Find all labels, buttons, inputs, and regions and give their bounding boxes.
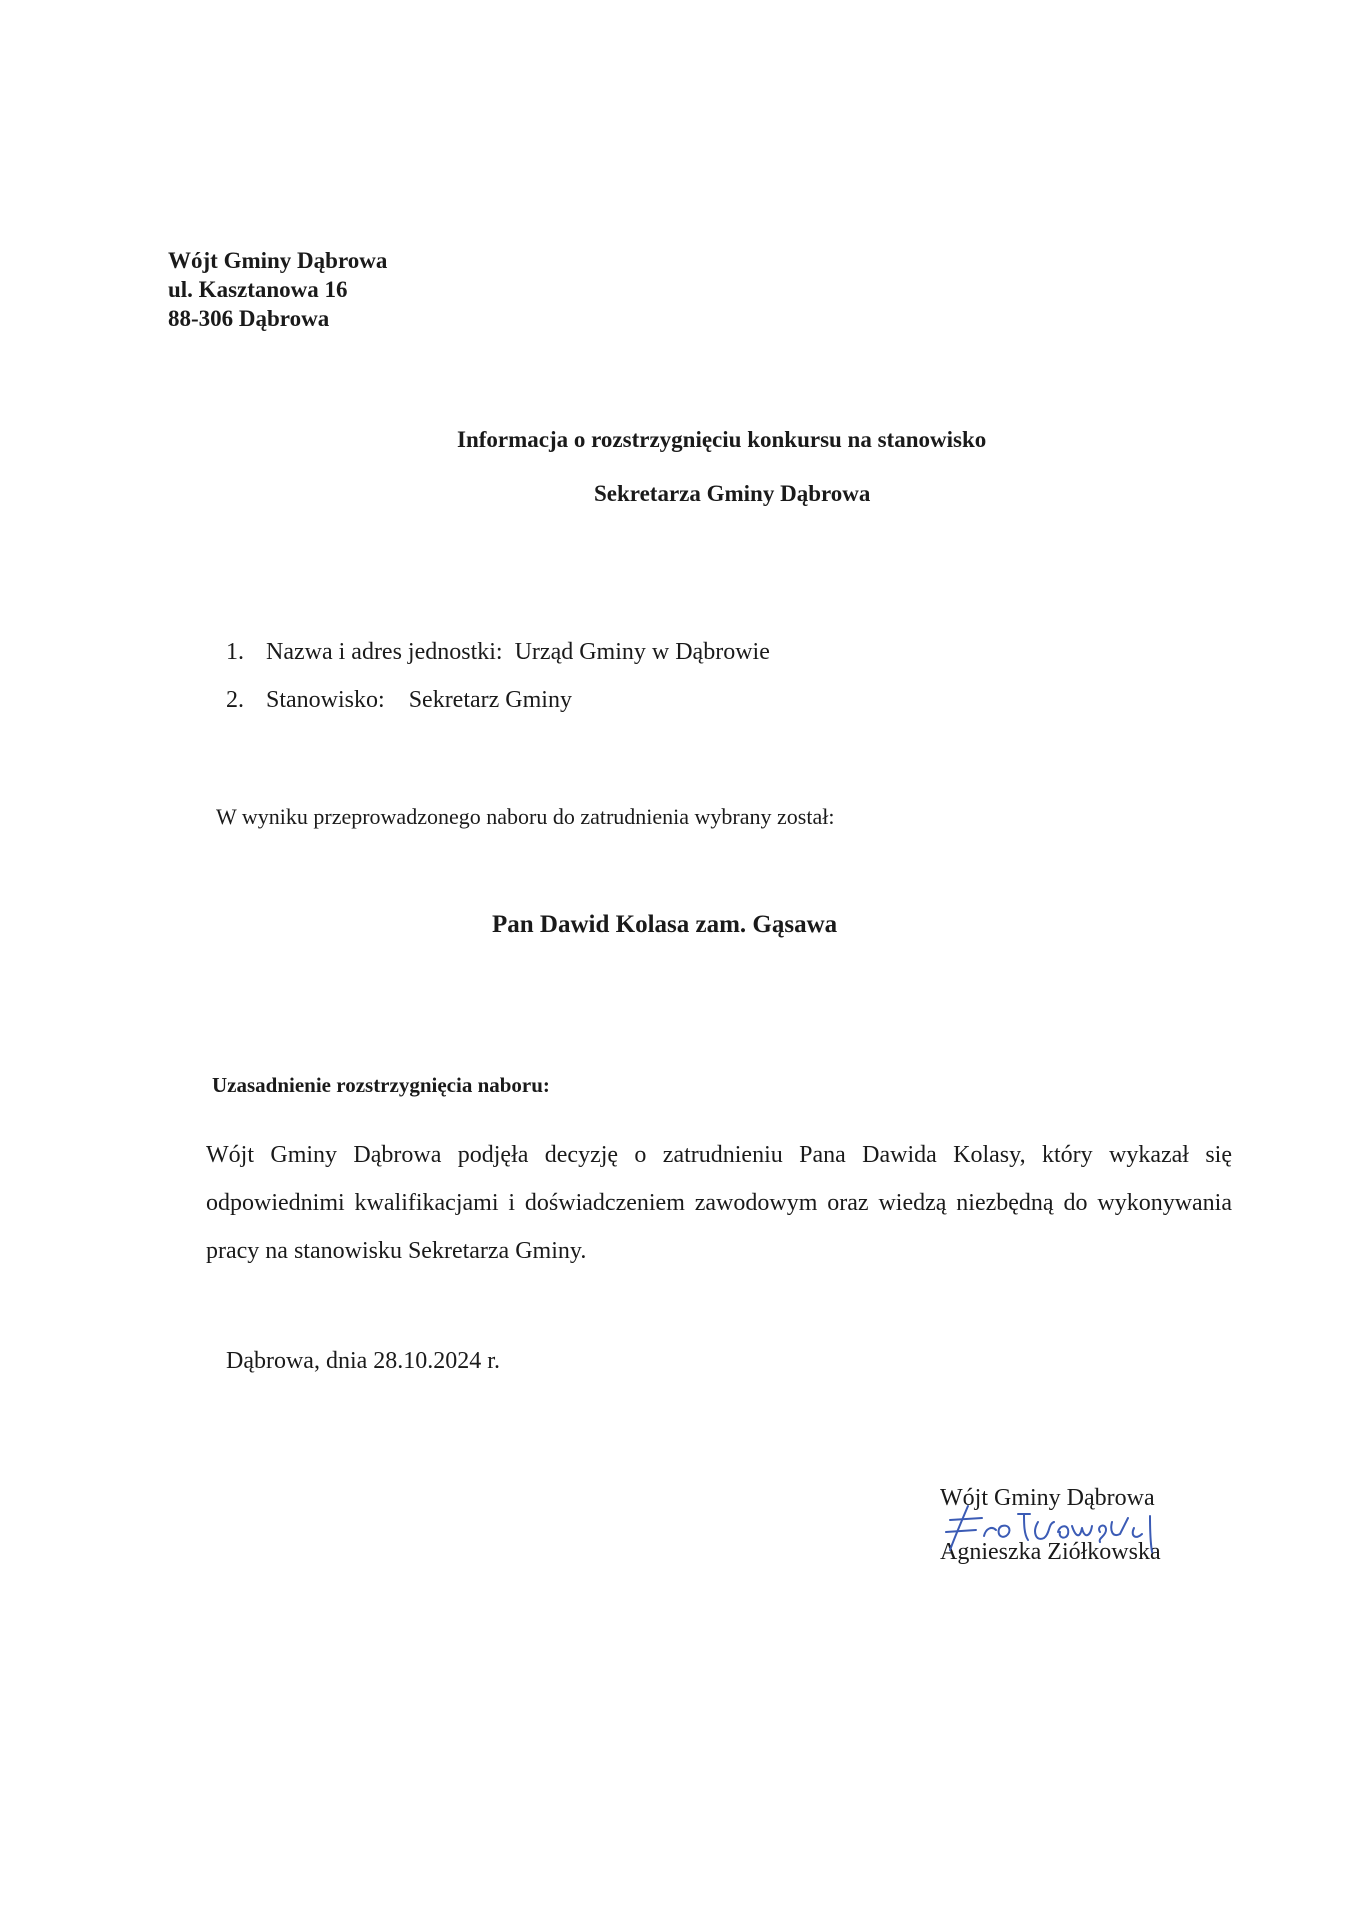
sender-street: ul. Kasztanowa 16 bbox=[168, 277, 348, 302]
justification-heading: Uzasadnienie rozstrzygnięcia naboru: bbox=[212, 1073, 550, 1097]
list-item bbox=[226, 628, 770, 676]
list-item-label: Nazwa i adres jednostki: bbox=[266, 639, 503, 665]
list-item-value: Urząd Gminy w Dąbrowie bbox=[514, 639, 770, 665]
list-item bbox=[226, 676, 770, 724]
place-and-date: Dąbrowa, dnia 28.10.2024 r. bbox=[226, 1348, 500, 1374]
document-title: Informacja o rozstrzygnięciu konkursu na stanowisko bbox=[457, 427, 987, 452]
selection-intro: W wyniku przeprowadzonego naboru do zatrudnienia wybrany został: bbox=[216, 804, 835, 829]
list-item-number: 1. bbox=[226, 639, 244, 665]
list-item-number: 2. bbox=[226, 687, 244, 713]
sender-address bbox=[168, 246, 387, 333]
handwritten-signature bbox=[940, 1498, 1170, 1560]
document-subtitle: Sekretarza Gminy Dąbrowa bbox=[594, 481, 871, 506]
justification-body: Wójt Gminy Dąbrowa podjęła decyzję o zatrudnieniu Pana Dawida Kolasy, który wykazał się odpowiednimi kwalifikacjami i doświadczeniem zawodowym oraz wiedzą niezbędną do wykonywania pracy na stanowisku Sekretarza Gminy. bbox=[206, 1142, 1232, 1264]
sender-postal-city: 88-306 Dąbrowa bbox=[168, 306, 330, 331]
list-item-value: Sekretarz Gminy bbox=[408, 687, 572, 713]
selected-person: Pan Dawid Kolasa zam. Gąsawa bbox=[492, 911, 838, 938]
info-list bbox=[226, 628, 770, 724]
signatory-title: Wójt Gminy Dąbrowa bbox=[940, 1485, 1155, 1511]
list-item-label: Stanowisko: bbox=[266, 687, 385, 713]
sender-name: Wójt Gminy Dąbrowa bbox=[168, 248, 388, 273]
signatory-name: Agnieszka Ziółkowska bbox=[940, 1539, 1161, 1565]
